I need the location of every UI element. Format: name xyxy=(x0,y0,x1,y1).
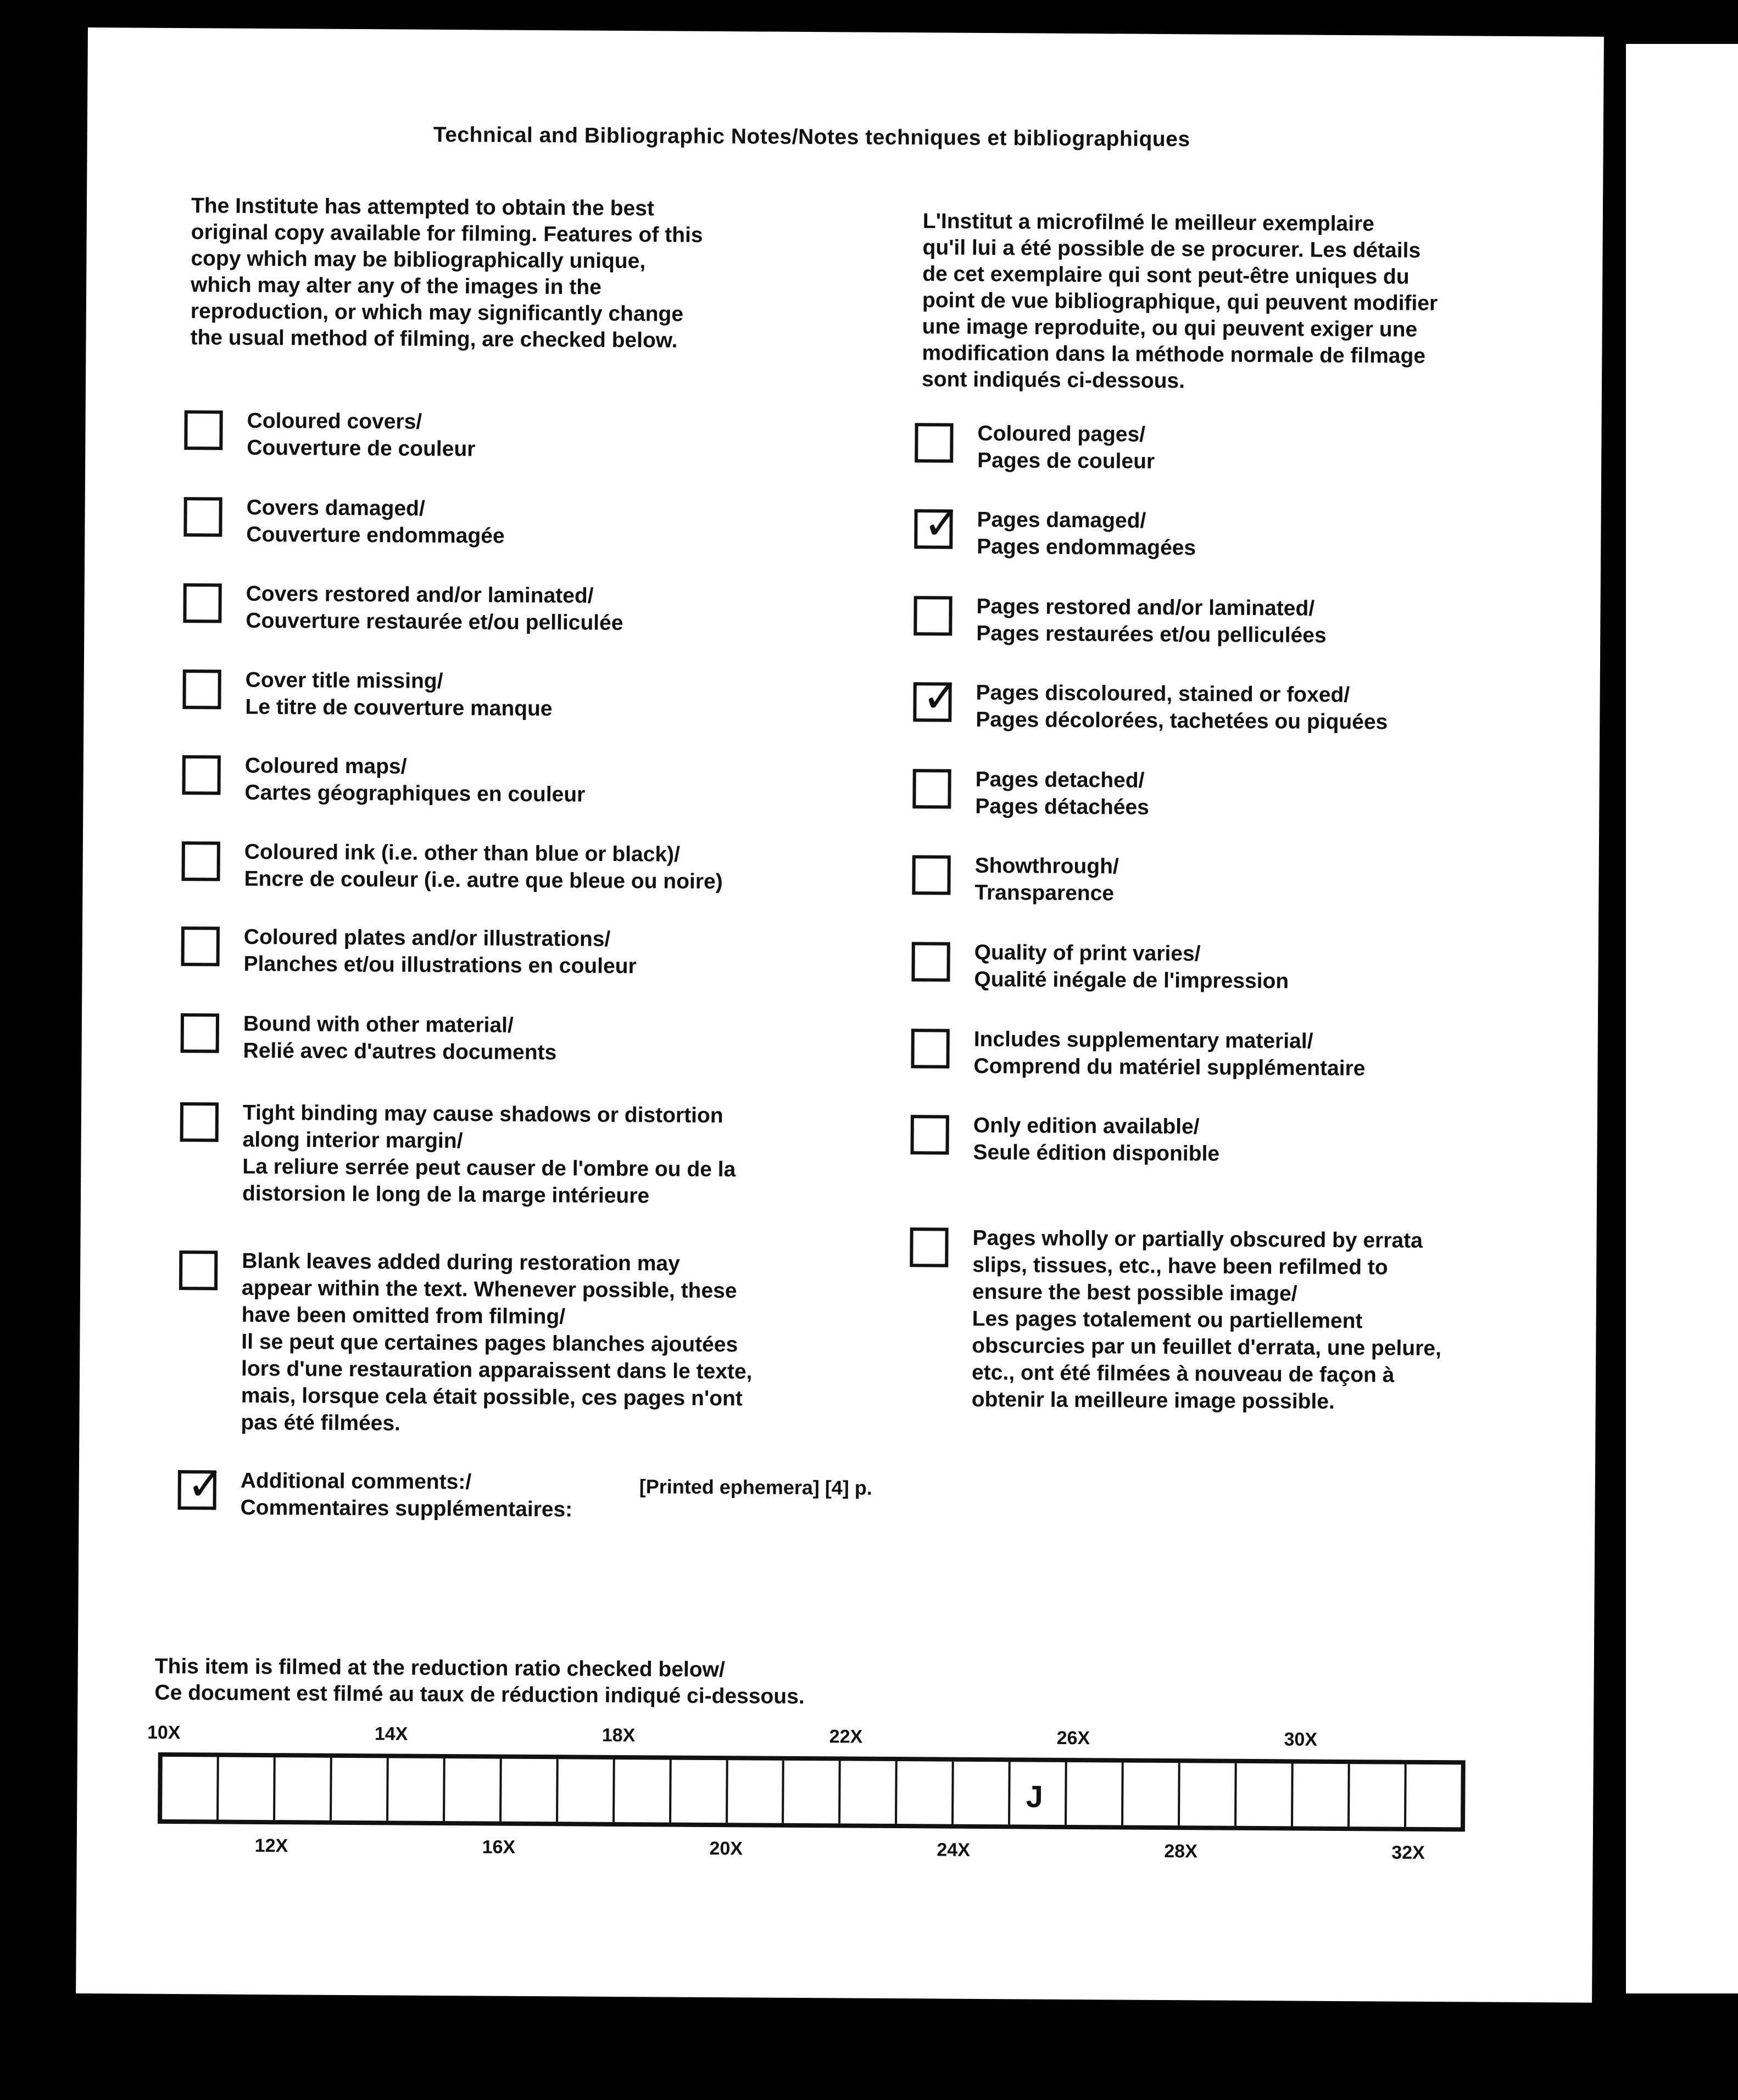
checkbox-label: Coloured maps/ Cartes géographiques en couleur xyxy=(244,753,586,807)
intro-french: L'Institut a microfilmé le meilleur exemplaire qu'il lui a été possible de se procurer. Les détails de cet exemplaire qui sont peut-être uniques du point de vue bibliographique, qui peuvent modifier une image reproduite, ou qui peuvent exiger une modification dans la méthode normale de filmage sont indiqués ci-dessous. xyxy=(921,209,1438,393)
left-checklist-item[interactable] xyxy=(178,1247,813,1439)
ratio-label-bottom: 16X xyxy=(482,1836,516,1858)
checkbox[interactable] xyxy=(913,596,952,635)
ratio-cell[interactable] xyxy=(332,1758,389,1821)
checkbox-label: Tight binding may cause shadows or distortion along interior margin/ La reliure serrée peut causer de l'ombre ou de la distorsion le long de la marge intérieure xyxy=(242,1101,736,1208)
checkbox[interactable] xyxy=(181,1013,219,1053)
left-checklist-item[interactable] xyxy=(183,580,817,638)
ratio-label-bottom: 32X xyxy=(1391,1842,1425,1863)
checkbox[interactable] xyxy=(179,1250,218,1290)
checkbox-label: Coloured covers/ Couverture de couleur xyxy=(247,409,476,461)
right-checklist-item[interactable] xyxy=(910,1112,1545,1169)
ratio-cell[interactable] xyxy=(502,1759,559,1822)
checkbox-label: Includes supplementary material/ Comprend du matériel supplémentaire xyxy=(973,1027,1366,1081)
ratio-cell[interactable] xyxy=(162,1757,219,1820)
checkbox[interactable] xyxy=(184,410,222,450)
checkbox-label: Pages wholly or partially obscured by errata slips, tissues, etc., have been refilmed to ensure the best possible image/ Les pages totalement ou partiellement obscurcies par un feuillet d'errata, une pelure, etc., ont été filmées à nouveau de façon à obtenir la meilleure image possible. xyxy=(971,1226,1441,1414)
checkbox-label: Additional comments:/ Commentaires supplémentaires: xyxy=(240,1468,573,1522)
checkbox[interactable] xyxy=(915,423,953,462)
ratio-cell[interactable] xyxy=(1010,1762,1067,1825)
ratio-cell[interactable] xyxy=(388,1758,445,1821)
right-checklist-item[interactable] xyxy=(915,420,1549,477)
ratio-cell[interactable] xyxy=(445,1758,502,1822)
checkbox[interactable] xyxy=(910,1227,948,1267)
right-checklist-item[interactable] xyxy=(912,766,1547,823)
ratio-label-top: 18X xyxy=(601,1724,636,1746)
checkbox[interactable] xyxy=(914,498,961,550)
right-checklist-item[interactable] xyxy=(913,593,1548,650)
checkmark-icon: ✓ xyxy=(923,498,961,550)
ratio-label-top: 30X xyxy=(1284,1729,1318,1750)
page-title: Technical and Bibliographic Notes/Notes techniques et bibliographiques xyxy=(433,122,1190,152)
checkbox-label: Blank leaves added during restoration may appear within the text. Whenever possible, these have been omitted from filming/ Il se peut que certaines pages blanches ajoutées lors d'une restauration apparaissent dans le texte, mais, lorsque cela était possible, ces pages n'ont pas été filmées. xyxy=(241,1249,753,1436)
ratio-label-bottom: 28X xyxy=(1164,1841,1197,1862)
right-checklist-item[interactable] xyxy=(913,671,1547,736)
ratio-cell[interactable] xyxy=(558,1759,615,1822)
checkbox-label: Bound with other material/ Relié avec d'autres documents xyxy=(243,1012,557,1065)
checkbox-label: Covers restored and/or laminated/ Couverture restaurée et/ou pelliculée xyxy=(246,582,623,635)
left-checklist-item[interactable] xyxy=(180,1010,815,1068)
ratio-cell[interactable] xyxy=(1123,1763,1180,1826)
checkbox-label: Cover title missing/ Le titre de couverture manque xyxy=(245,668,553,721)
ratio-label-top: 10X xyxy=(147,1722,181,1744)
left-checklist-item[interactable] xyxy=(181,923,815,981)
ratio-label-bottom: 20X xyxy=(709,1838,743,1859)
checkbox[interactable] xyxy=(912,769,951,808)
left-checklist-item[interactable] xyxy=(182,752,816,809)
ratio-label-top: 22X xyxy=(829,1726,863,1747)
ratio-label-top: 14X xyxy=(374,1723,408,1745)
checkbox[interactable] xyxy=(183,583,221,623)
checkbox[interactable] xyxy=(182,841,220,881)
checkbox-label: Pages detached/ Pages détachées xyxy=(975,767,1150,819)
ratio-check-mark: J xyxy=(1026,1779,1044,1814)
ratio-label-top: 26X xyxy=(1056,1727,1090,1749)
checkbox-label: Pages damaged/ Pages endommagées xyxy=(977,507,1196,560)
checkbox[interactable] xyxy=(180,1102,219,1142)
checkbox[interactable] xyxy=(182,755,220,795)
left-checklist-item[interactable] xyxy=(181,838,816,896)
ratio-cell[interactable] xyxy=(784,1761,842,1824)
ratio-cell[interactable] xyxy=(840,1761,898,1824)
ratio-cell[interactable] xyxy=(1236,1763,1294,1827)
ratio-cell[interactable] xyxy=(275,1757,332,1820)
checkbox-label: Covers damaged/ Couverture endommagée xyxy=(246,495,505,548)
left-checklist-item[interactable] xyxy=(182,666,817,724)
checkbox-label: Coloured pages/ Pages de couleur xyxy=(977,421,1155,473)
ratio-cell[interactable] xyxy=(1350,1764,1407,1827)
left-checklist-item[interactable] xyxy=(184,407,818,465)
right-checklist-item[interactable] xyxy=(909,1224,1544,1416)
checkbox[interactable] xyxy=(181,926,220,966)
checkbox[interactable] xyxy=(910,1115,949,1154)
checkbox-label: Coloured plates and/or illustrations/ Planches et/ou illustrations en couleur xyxy=(243,925,637,979)
right-checklist-item[interactable] xyxy=(911,1025,1545,1083)
checkbox[interactable] xyxy=(911,942,950,981)
right-checklist-item[interactable] xyxy=(914,498,1548,563)
checkbox-label: Only edition available/ Seule édition disponible xyxy=(973,1113,1220,1166)
checkmark-icon: ✓ xyxy=(922,671,960,723)
checkbox[interactable] xyxy=(178,1459,225,1511)
checkbox-label: Pages restored and/or laminated/ Pages restaurées et/ou pelliculées xyxy=(976,594,1327,647)
checkbox[interactable] xyxy=(911,1029,949,1068)
ratio-cell[interactable] xyxy=(1180,1763,1237,1826)
right-checklist-item[interactable] xyxy=(912,852,1546,909)
checkbox[interactable] xyxy=(912,855,950,895)
checkbox-label: Pages discoloured, stained or foxed/ Pages décolorées, tachetées ou piquées xyxy=(976,680,1388,734)
ratio-cell[interactable] xyxy=(954,1762,1011,1825)
reduction-ratio-scale xyxy=(158,1752,1466,1832)
checkbox[interactable] xyxy=(183,497,222,537)
ratio-cell[interactable] xyxy=(728,1760,785,1823)
checkbox-label: Coloured ink (i.e. other than blue or black)/ Encre de couleur (i.e. autre que bleue ou noire) xyxy=(244,840,723,894)
ratio-cell[interactable] xyxy=(1293,1763,1350,1827)
document-page xyxy=(76,27,1604,2003)
checkbox-label: Quality of print varies/ Qualité inégale de l'impression xyxy=(974,940,1289,993)
comment-value: [Printed ephemera] [4] p. xyxy=(639,1475,872,1499)
checkbox[interactable] xyxy=(182,669,221,709)
ratio-cell[interactable] xyxy=(897,1761,954,1824)
ratio-cell[interactable] xyxy=(219,1757,276,1820)
ratio-label-bottom: 24X xyxy=(937,1839,971,1861)
ratio-cell[interactable] xyxy=(1406,1764,1461,1828)
ratio-label-bottom: 12X xyxy=(254,1835,288,1857)
ratio-cell[interactable] xyxy=(615,1760,672,1823)
checkmark-icon: ✓ xyxy=(186,1459,225,1511)
left-checklist-item[interactable] xyxy=(180,1099,814,1210)
right-checklist-item[interactable] xyxy=(911,939,1546,996)
checkbox[interactable] xyxy=(913,671,960,723)
adjacent-page-edge xyxy=(1626,44,1738,1993)
ratio-cell[interactable] xyxy=(671,1760,728,1823)
checkbox-label: Showthrough/ Transparence xyxy=(974,853,1119,906)
left-checklist-item[interactable] xyxy=(183,494,818,551)
intro-english: The Institute has attempted to obtain the best original copy available for filming. Features of this copy which may be bibliographically unique, which may alter any of the images in the reproduction, or which may significantly change the usual method of filming, are checked below. xyxy=(190,194,703,353)
reduction-ratio-caption: This item is filmed at the reduction ratio checked below/ Ce document est filmé au taux de réduction indiqué ci-dessous. xyxy=(154,1654,805,1709)
ratio-cell[interactable] xyxy=(1067,1762,1124,1825)
